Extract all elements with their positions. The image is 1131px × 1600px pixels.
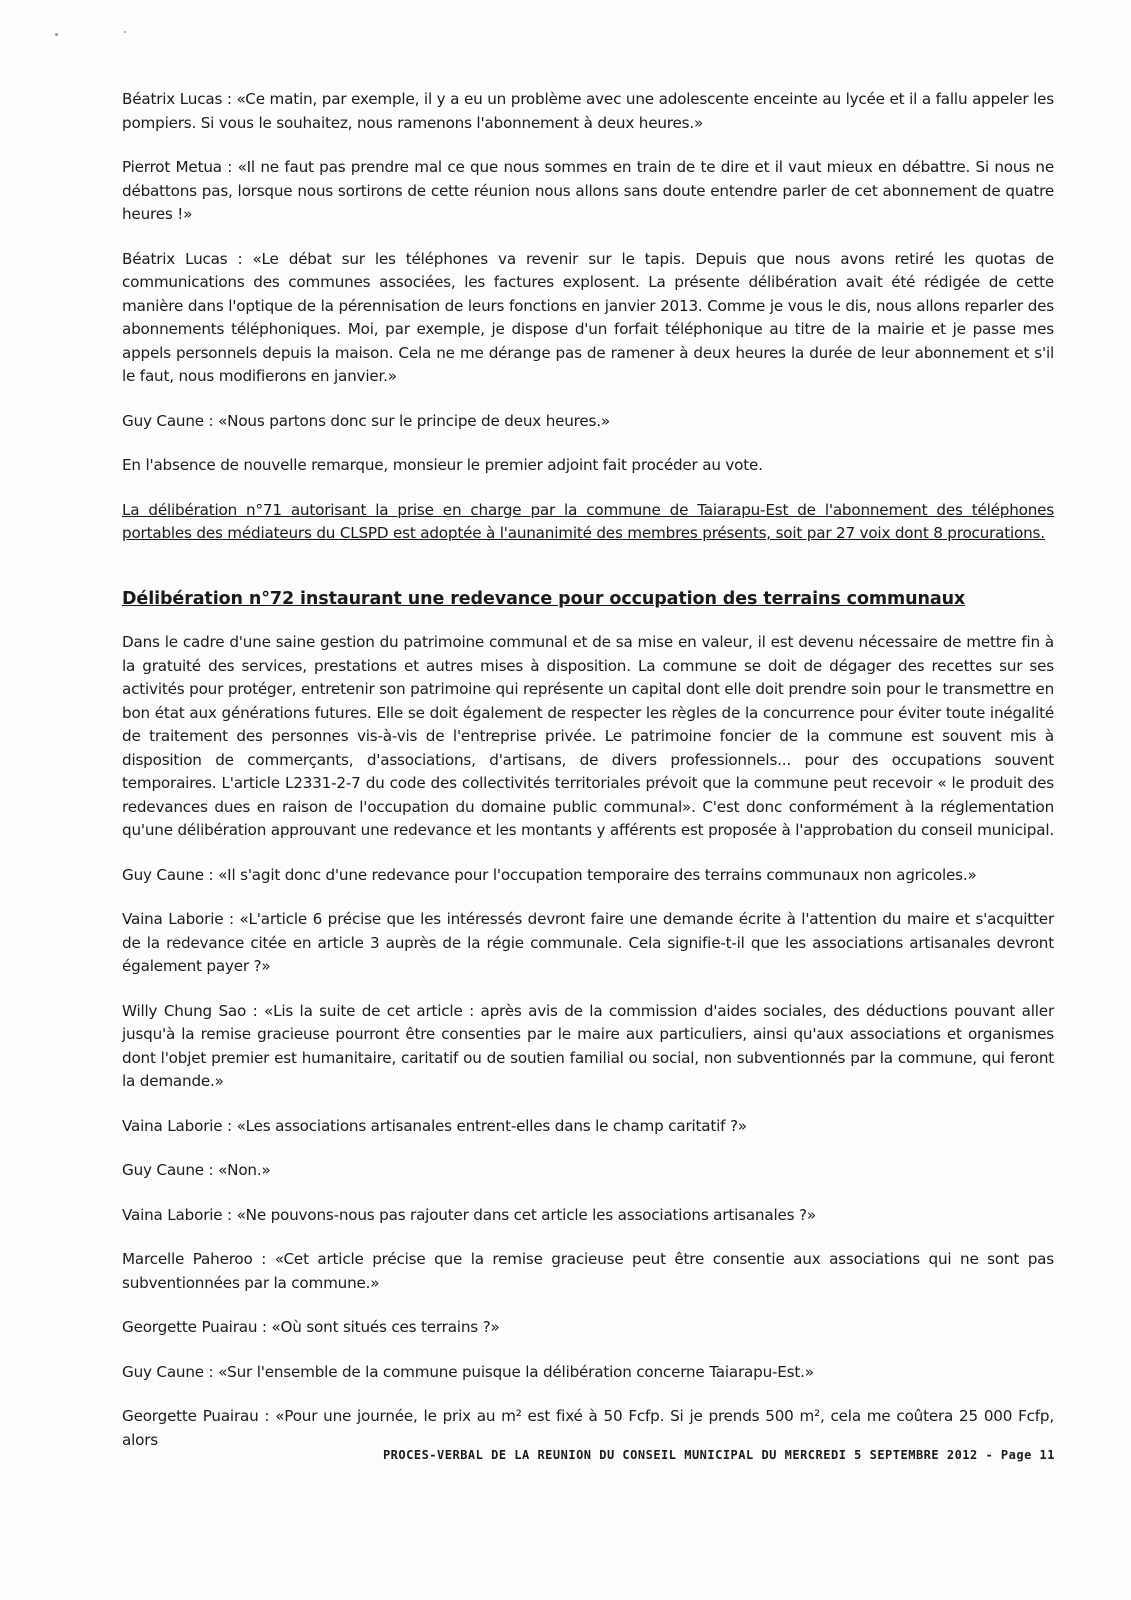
paragraph: En l'absence de nouvelle remarque, monsieur le premier adjoint fait procéder au vote.	[122, 456, 763, 474]
paragraph: Guy Caune : «Il s'agit donc d'une redevance pour l'occupation temporaire des terrains communaux non agricoles.»	[122, 865, 977, 884]
paragraph: Guy Caune : «Non.»	[122, 1161, 271, 1179]
paragraph: Georgette Puairau : «Où sont situés ces terrains ?»	[122, 1318, 500, 1336]
paragraph: Guy Caune : «Nous partons donc sur le principe de deux heures.»	[122, 411, 610, 430]
resolution-71-result: La délibération n°71 autorisant la prise en charge par la commune de Taiarapu-Est de l'abonnement des téléphones portables des médiateurs du CLSPD est adoptée à l'aunanimité des membres présents, soit par 27 voix dont 8 procurations.	[122, 500, 1054, 542]
paragraph: Dans le cadre d'une saine gestion du patrimoine communal et de sa mise en valeur, il est devenu nécessaire de mettre fin à la gratuité des services, prestations et autres mises à disposition. La commune se doit de dégager des recettes sur ses activités pour protéger, entretenir son patrimoine qui représente un capital dont elle doit prendre soin pour le transmettre en bon état aux générations futures. Elle se doit également de respecter les règles de la concurrence pour éviter toute inégalité de traitement des personnes vis-à-vis de l'entreprise privée. Le patrimoine foncier de la commune est souvent mis à disposition de commerçants, d'associations, d'artisans, de divers professionnels... pour des occupations souvent temporaires. L'article L2331-2-7 du code des collectivités territoriales prévoit que la commune peut recevoir « le produit des redevances dues en raison de l'occupation du domaine public communal». C'est donc conformément à la réglementation qu'une délibération approuvant une redevance et les montants y afférents est proposée à l'approbation du conseil municipal.	[122, 633, 1054, 839]
minutes-body	[122, 88, 1054, 1473]
paragraph: Béatrix Lucas : «Ce matin, par exemple, il y a eu un problème avec une adolescente enceinte au lycée et il a fallu appeler les pompiers. Si vous le souhaitez, nous ramenons l'abonnement à deux heures.»	[122, 90, 1054, 132]
paragraph: Guy Caune : «Sur l'ensemble de la commune puisque la délibération concerne Taiarapu-Est.»	[122, 1362, 814, 1381]
section-heading-72: Délibération n°72 instaurant une redevance pour occupation des terrains communaux	[122, 588, 966, 609]
paragraph: Vaina Laborie : «L'article 6 précise que les intéressés devront faire une demande écrite à l'attention du maire et s'acquitter de la redevance citée en article 3 auprès de la régie communale. Cela signifie-t-il que les associations artisanales devront également payer ?»	[122, 910, 1054, 975]
paragraph: Willy Chung Sao : «Lis la suite de cet article : après avis de la commission d'aides sociales, des déductions pouvant aller jusqu'à la remise gracieuse pourront être consenties par le maire aux particuliers, ainsi qu'aux associations et organismes dont l'objet premier est humanitaire, caritatif ou de soutien familial ou social, non subventionnés par la commune, qui feront la demande.»	[122, 1001, 1054, 1090]
paragraph: Béatrix Lucas : «Le débat sur les téléphones va revenir sur le tapis. Depuis que nous avons retiré les quotas de communications des communes associées, les factures explosent. La présente délibération avait été rédigée de cette manière dans l'optique de la pérennisation de leurs fonctions en janvier 2013. Comme je vous le dis, nous allons reparler des abonnements téléphoniques. Moi, par exemple, je dispose d'un forfait téléphonique au titre de la mairie et je passe mes appels personnels depuis la maison. Cela ne me dérange pas de ramener à deux heures la durée de leur abonnement et s'il le faut, nous modifierons en janvier.»	[122, 249, 1054, 385]
scan-speck	[55, 33, 58, 36]
paragraph: Pierrot Metua : «Il ne faut pas prendre mal ce que nous sommes en train de te dire et il vaut mieux en débattre. Si nous ne débattons pas, lorsque nous sortirons de cette réunion nous allons sans doute entendre parler de cet abonnement de quatre heures !»	[122, 158, 1054, 223]
paragraph: Vaina Laborie : «Les associations artisanales entrent-elles dans le champ caritatif ?»	[122, 1116, 747, 1135]
scan-speck	[124, 31, 126, 33]
page-footer: PROCES-VERBAL DE LA REUNION DU CONSEIL MUNICIPAL DU MERCREDI 5 SEPTEMBRE 2012 - Page 11	[382, 1448, 1055, 1462]
paragraph: Vaina Laborie : «Ne pouvons-nous pas rajouter dans cet article les associations artisanales ?»	[122, 1205, 816, 1224]
paragraph: Marcelle Paheroo : «Cet article précise que la remise gracieuse peut être consentie aux associations qui ne sont pas subventionnées par la commune.»	[122, 1250, 1054, 1292]
paragraph: Georgette Puairau : «Pour une journée, le prix au m² est fixé à 50 Fcfp. Si je prends 500 m², cela me coûtera 25 000 Fcfp, alors	[122, 1407, 1054, 1449]
